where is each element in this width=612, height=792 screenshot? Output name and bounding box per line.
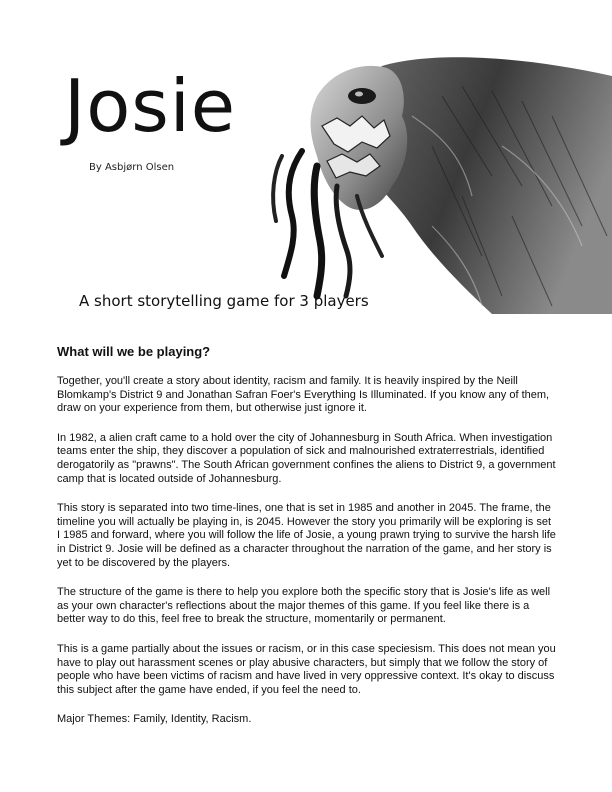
alien-sketch-illustration xyxy=(262,56,612,314)
paragraph-timelines: This story is separated into two time-lines, one that is set in 1985 and another in 2045. The frame, the timeline you will actually be playing in, is 2045. However the story you primarily will be exploring is set I 1985 and forward, where you will follow the life of Josie, a young prawn trying to survive the harsh life in District 9. Josie will be defined as a character throughout the narration of the game, and her story is yet to be discovered by the players. xyxy=(57,502,556,569)
paragraph-themes: Major Themes: Family, Identity, Racism. xyxy=(57,713,252,726)
tagline: A short storytelling game for 3 players xyxy=(79,292,369,310)
paragraph-structure: The structure of the game is there to help you explore both the specific story that is Josie's life as well as your own character's reflections about the major themes of this game. If you feel like there is a better way to do this, feel free to break the structure, momentarily or permanent. xyxy=(57,586,551,626)
author-byline: By Asbjørn Olsen xyxy=(89,162,175,173)
paragraph-racism: This is a game partially about the issues or racism, or in this case speciesism. This does not mean you have to play out harassment scenes or play abusive characters, but simply that we follow the story of people who have been victims of racism and have lived in very oppressive context. It's okay to discuss this subject after the game have ended, if you feel the need to. xyxy=(57,642,556,696)
paragraph-intro: Together, you'll create a story about identity, racism and family. It is heavily inspired by the Neill Blomkamp's District 9 and Jonathan Safran Foer's Everything Is Illuminated. If you know any of them, draw on your experience from them, but otherwise just ignore it. xyxy=(57,375,550,415)
page-title: Josie xyxy=(64,64,237,148)
paragraph-setting: In 1982, a alien craft came to a hold over the city of Johannesburg in South Africa. When investigation teams enter the ship, they discover a population of sick and malnourished extraterrestrials, identified derogatorily as "prawns". The South African government confines the aliens to District 9, a government camp that is located outside of Johannesburg. xyxy=(57,431,556,485)
main-content xyxy=(57,344,557,743)
section-heading: What will we be playing? xyxy=(57,344,211,359)
